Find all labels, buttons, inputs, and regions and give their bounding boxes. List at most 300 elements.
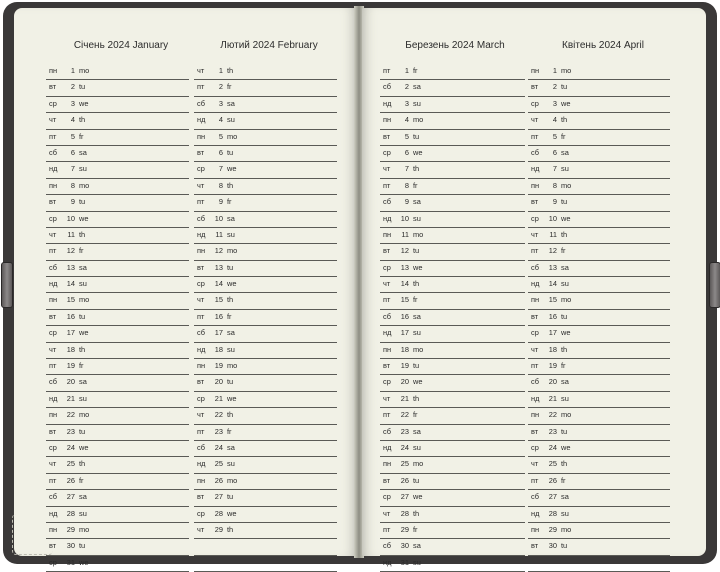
- day-row: [528, 195, 670, 211]
- day-number: 10: [66, 213, 75, 223]
- day-row: [194, 261, 337, 277]
- weekday-ua: ср: [197, 508, 205, 518]
- weekday-ua: сб: [49, 377, 57, 387]
- weekday-ua: нд: [49, 279, 58, 289]
- day-row: [194, 425, 337, 441]
- weekday-ua: вт: [197, 262, 205, 272]
- day-row: [194, 490, 337, 506]
- day-row: [528, 359, 670, 375]
- day-row: [46, 392, 189, 408]
- day-number: 1: [218, 66, 223, 75]
- day-number: 16: [214, 311, 223, 321]
- day-row: [528, 261, 670, 277]
- day-row: [194, 359, 337, 375]
- day-row: [46, 212, 189, 228]
- weekday-ua: пт: [383, 66, 391, 75]
- day-row: [46, 457, 189, 473]
- weekday-ua: пт: [383, 410, 391, 420]
- day-number: 15: [66, 295, 75, 305]
- weekday-ua: вт: [49, 197, 57, 207]
- weekday-ua: ср: [49, 98, 57, 108]
- day-number: 20: [214, 377, 223, 387]
- weekday-en: tu: [227, 147, 234, 157]
- weekday-en: we: [413, 262, 423, 272]
- weekday-en: fr: [79, 475, 84, 485]
- weekday-ua: пт: [49, 246, 57, 256]
- day-row: [380, 228, 525, 244]
- blank-row: [194, 556, 337, 572]
- weekday-ua: нд: [197, 459, 206, 469]
- day-row: [528, 97, 670, 113]
- day-number: 27: [548, 492, 557, 502]
- weekday-ua: вт: [197, 492, 205, 502]
- day-number: 25: [400, 459, 409, 469]
- weekday-en: mo: [413, 229, 424, 239]
- weekday-ua: нд: [197, 229, 206, 239]
- day-number: 1: [404, 66, 409, 75]
- day-row: [194, 310, 337, 326]
- day-row: [46, 507, 189, 523]
- day-row: [194, 212, 337, 228]
- weekday-en: tu: [79, 541, 86, 551]
- day-number: 23: [66, 426, 75, 436]
- weekday-en: fr: [413, 66, 418, 75]
- day-number: 16: [400, 311, 409, 321]
- day-number: 11: [549, 229, 557, 239]
- day-number: 14: [66, 279, 75, 289]
- weekday-en: tu: [413, 361, 420, 371]
- weekday-ua: ср: [531, 442, 539, 452]
- day-number: 2: [552, 82, 557, 92]
- weekday-en: sa: [413, 311, 421, 321]
- weekday-ua: чт: [49, 459, 57, 469]
- day-row: [194, 293, 337, 309]
- day-row: [528, 392, 670, 408]
- weekday-en: su: [413, 213, 421, 223]
- day-number: 3: [404, 98, 409, 108]
- day-row: [46, 97, 189, 113]
- weekday-ua: пн: [49, 66, 58, 75]
- weekday-en: th: [561, 229, 568, 239]
- weekday-ua: нд: [531, 508, 540, 518]
- weekday-en: mo: [561, 295, 572, 305]
- weekday-ua: вт: [383, 475, 391, 485]
- weekday-ua: сб: [197, 328, 205, 338]
- weekday-ua: сб: [49, 147, 57, 157]
- weekday-ua: вт: [531, 311, 539, 321]
- weekday-ua: вт: [49, 541, 57, 551]
- day-row: [380, 539, 525, 555]
- day-row: [528, 507, 670, 523]
- day-number: 26: [66, 475, 75, 485]
- day-row: [194, 146, 337, 162]
- day-row: [194, 195, 337, 211]
- weekday-en: mo: [413, 115, 424, 125]
- weekday-en: su: [561, 393, 569, 403]
- weekday-ua: пт: [383, 524, 391, 534]
- weekday-en: fr: [561, 361, 566, 371]
- weekday-en: tu: [561, 541, 568, 551]
- day-row: [528, 343, 670, 359]
- weekday-en: sa: [79, 262, 87, 272]
- weekday-ua: пн: [531, 180, 540, 190]
- day-number: 30: [66, 541, 75, 551]
- weekday-ua: ср: [197, 393, 205, 403]
- day-number: 7: [218, 164, 223, 174]
- weekday-ua: пн: [531, 66, 540, 75]
- day-row: [194, 162, 337, 178]
- weekday-en: su: [79, 393, 87, 403]
- weekday-en: th: [413, 393, 420, 403]
- day-number: 22: [548, 410, 557, 420]
- weekday-ua: ср: [531, 328, 539, 338]
- weekday-en: fr: [413, 180, 418, 190]
- day-number: 17: [548, 328, 557, 338]
- day-row: [46, 179, 189, 195]
- day-row: [380, 146, 525, 162]
- weekday-en: su: [227, 115, 235, 125]
- weekday-en: sa: [413, 541, 421, 551]
- weekday-en: sa: [79, 377, 87, 387]
- day-row: [46, 375, 189, 391]
- weekday-en: sa: [561, 147, 569, 157]
- weekday-en: th: [227, 66, 234, 75]
- day-number: 9: [552, 197, 557, 207]
- day-row: [528, 425, 670, 441]
- weekday-ua: нд: [197, 344, 206, 354]
- day-number: 27: [400, 492, 409, 502]
- weekday-en: mo: [413, 344, 424, 354]
- weekday-ua: ср: [531, 98, 539, 108]
- day-row: [528, 326, 670, 342]
- weekday-en: sa: [413, 82, 421, 92]
- day-row: [528, 539, 670, 555]
- weekday-en: sa: [227, 328, 235, 338]
- weekday-en: sa: [227, 213, 235, 223]
- day-number: 28: [214, 508, 223, 518]
- day-number: 12: [400, 246, 409, 256]
- day-number: 17: [214, 328, 223, 338]
- day-row: [528, 130, 670, 146]
- day-row: [194, 326, 337, 342]
- day-row: [46, 64, 189, 80]
- day-number: 23: [548, 426, 557, 436]
- day-row: [46, 261, 189, 277]
- weekday-en: fr: [227, 82, 232, 92]
- day-number: 25: [66, 459, 75, 469]
- day-row: [528, 113, 670, 129]
- day-number: 2: [218, 82, 223, 92]
- month-title: Січень 2024 January: [73, 40, 169, 51]
- weekday-ua: нд: [531, 164, 540, 174]
- weekday-en: we: [79, 442, 89, 452]
- day-row: [46, 359, 189, 375]
- day-row: [380, 408, 525, 424]
- day-number: 9: [70, 197, 75, 207]
- day-number: 13: [214, 262, 223, 272]
- weekday-en: we: [413, 377, 423, 387]
- day-row: [46, 441, 189, 457]
- day-row: [380, 277, 525, 293]
- weekday-en: su: [413, 328, 421, 338]
- weekday-en: su: [413, 98, 421, 108]
- day-row: [380, 113, 525, 129]
- elastic-strap-left: [1, 262, 13, 308]
- day-number: 5: [70, 131, 75, 141]
- day-row: [380, 441, 525, 457]
- day-row: [380, 179, 525, 195]
- weekday-ua: нд: [49, 508, 58, 518]
- weekday-ua: нд: [383, 557, 392, 567]
- weekday-ua: сб: [383, 426, 391, 436]
- day-row: [194, 113, 337, 129]
- day-number: 20: [66, 377, 75, 387]
- day-row: [528, 523, 670, 539]
- weekday-ua: вт: [197, 377, 205, 387]
- weekday-en: sa: [561, 377, 569, 387]
- day-row: [46, 113, 189, 129]
- day-number: 3: [218, 98, 223, 108]
- weekday-en: su: [413, 557, 421, 567]
- day-number: 25: [214, 459, 223, 469]
- day-number: 24: [400, 442, 409, 452]
- weekday-en: th: [561, 344, 568, 354]
- day-row: [194, 80, 337, 96]
- weekday-en: mo: [227, 475, 238, 485]
- day-number: 21: [214, 393, 223, 403]
- weekday-ua: пт: [531, 246, 539, 256]
- weekday-ua: пт: [531, 131, 539, 141]
- day-row: [194, 507, 337, 523]
- day-row: [380, 507, 525, 523]
- day-number: 15: [548, 295, 557, 305]
- weekday-en: we: [227, 508, 237, 518]
- weekday-ua: ср: [383, 377, 391, 387]
- weekday-ua: чт: [197, 66, 205, 75]
- day-row: [46, 539, 189, 555]
- day-number: 24: [548, 442, 557, 452]
- day-row: [380, 310, 525, 326]
- weekday-ua: вт: [383, 246, 391, 256]
- day-row: [380, 343, 525, 359]
- weekday-en: fr: [561, 475, 566, 485]
- weekday-ua: вт: [49, 82, 57, 92]
- day-number: 9: [218, 197, 223, 207]
- day-row: [194, 244, 337, 260]
- day-number: 7: [70, 164, 75, 174]
- day-number: 5: [404, 131, 409, 141]
- weekday-en: th: [227, 524, 234, 534]
- weekday-en: su: [79, 164, 87, 174]
- day-row: [194, 228, 337, 244]
- day-number: 28: [400, 508, 409, 518]
- day-row: [528, 293, 670, 309]
- weekday-ua: нд: [49, 393, 58, 403]
- weekday-en: sa: [561, 262, 569, 272]
- day-row: [46, 228, 189, 244]
- weekday-ua: сб: [531, 262, 539, 272]
- weekday-ua: пн: [197, 475, 206, 485]
- weekday-ua: сб: [531, 492, 539, 502]
- weekday-ua: ср: [49, 213, 57, 223]
- day-list: [46, 64, 189, 572]
- day-number: 4: [218, 115, 223, 125]
- weekday-ua: ср: [383, 147, 391, 157]
- weekday-ua: нд: [49, 164, 58, 174]
- weekday-ua: пт: [49, 475, 57, 485]
- weekday-ua: сб: [49, 492, 57, 502]
- weekday-en: mo: [79, 180, 90, 190]
- weekday-ua: чт: [531, 229, 539, 239]
- weekday-ua: пн: [49, 524, 58, 534]
- weekday-ua: ср: [383, 492, 391, 502]
- day-row: [380, 474, 525, 490]
- day-row: [194, 130, 337, 146]
- day-number: 13: [66, 262, 75, 272]
- day-row: [194, 392, 337, 408]
- day-number: 29: [400, 524, 409, 534]
- weekday-en: sa: [413, 426, 421, 436]
- day-row: [380, 261, 525, 277]
- weekday-en: fr: [227, 311, 232, 321]
- day-number: 21: [548, 393, 557, 403]
- weekday-ua: пт: [383, 180, 391, 190]
- weekday-ua: нд: [383, 98, 392, 108]
- weekday-en: su: [227, 459, 235, 469]
- day-row: [380, 359, 525, 375]
- day-row: [380, 293, 525, 309]
- day-row: [528, 244, 670, 260]
- day-row: [46, 425, 189, 441]
- weekday-ua: сб: [531, 147, 539, 157]
- day-row: [46, 310, 189, 326]
- day-number: 3: [70, 98, 75, 108]
- day-row: [380, 556, 525, 572]
- weekday-en: mo: [79, 410, 90, 420]
- weekday-ua: нд: [531, 279, 540, 289]
- day-number: 29: [66, 524, 75, 534]
- day-row: [528, 228, 670, 244]
- weekday-en: th: [413, 279, 420, 289]
- day-number: 13: [400, 262, 409, 272]
- day-row: [380, 195, 525, 211]
- day-number: 8: [218, 180, 223, 190]
- day-number: 18: [548, 344, 557, 354]
- day-number: 23: [214, 426, 223, 436]
- weekday-ua: пн: [49, 410, 58, 420]
- day-row: [528, 179, 670, 195]
- day-number: 15: [214, 295, 223, 305]
- day-number: 18: [66, 344, 75, 354]
- weekday-en: mo: [227, 131, 238, 141]
- weekday-en: th: [227, 180, 234, 190]
- weekday-ua: вт: [197, 147, 205, 157]
- day-row: [194, 474, 337, 490]
- day-row: [528, 212, 670, 228]
- day-number: 8: [70, 180, 75, 190]
- day-row: [46, 162, 189, 178]
- weekday-en: fr: [227, 426, 232, 436]
- weekday-ua: ср: [197, 164, 205, 174]
- day-number: 14: [548, 279, 557, 289]
- weekday-en: th: [561, 459, 568, 469]
- day-number: 10: [400, 213, 409, 223]
- day-row: [46, 195, 189, 211]
- weekday-en: we: [79, 557, 89, 567]
- day-row: [380, 80, 525, 96]
- day-number: 6: [552, 147, 557, 157]
- weekday-en: fr: [413, 410, 418, 420]
- day-number: 19: [66, 361, 75, 371]
- weekday-en: th: [413, 508, 420, 518]
- day-number: 29: [214, 524, 223, 534]
- day-row: [380, 64, 525, 80]
- weekday-en: tu: [561, 82, 568, 92]
- weekday-en: fr: [79, 131, 84, 141]
- day-row: [528, 490, 670, 506]
- weekday-en: tu: [413, 131, 420, 141]
- weekday-ua: пн: [531, 410, 540, 420]
- weekday-ua: сб: [197, 213, 205, 223]
- day-number: 23: [400, 426, 409, 436]
- day-number: 2: [404, 82, 409, 92]
- weekday-en: mo: [561, 66, 572, 75]
- weekday-ua: пн: [531, 295, 540, 305]
- day-number: 6: [218, 147, 223, 157]
- day-number: 19: [400, 361, 409, 371]
- weekday-ua: пт: [197, 426, 205, 436]
- blank-row: [194, 539, 337, 555]
- weekday-ua: чт: [383, 164, 391, 174]
- elastic-strap-right: [709, 262, 720, 308]
- day-number: 28: [66, 508, 75, 518]
- weekday-en: su: [561, 164, 569, 174]
- weekday-ua: ср: [531, 213, 539, 223]
- day-number: 18: [400, 344, 409, 354]
- weekday-en: tu: [227, 492, 234, 502]
- day-number: 26: [400, 475, 409, 485]
- weekday-en: tu: [561, 197, 568, 207]
- day-row: [528, 80, 670, 96]
- day-list: [380, 64, 525, 572]
- day-number: 24: [66, 442, 75, 452]
- weekday-en: su: [227, 229, 235, 239]
- day-number: 7: [552, 164, 557, 174]
- weekday-en: su: [79, 508, 87, 518]
- day-row: [194, 375, 337, 391]
- weekday-ua: чт: [197, 410, 205, 420]
- day-number: 19: [548, 361, 557, 371]
- day-number: 20: [400, 377, 409, 387]
- day-number: 11: [401, 229, 409, 239]
- weekday-ua: сб: [383, 82, 391, 92]
- weekday-ua: пт: [197, 197, 205, 207]
- day-number: 13: [548, 262, 557, 272]
- day-number: 10: [214, 213, 223, 223]
- day-number: 21: [400, 393, 409, 403]
- day-row: [380, 392, 525, 408]
- weekday-en: fr: [227, 197, 232, 207]
- day-row: [528, 146, 670, 162]
- weekday-ua: вт: [531, 197, 539, 207]
- day-number: 18: [214, 344, 223, 354]
- weekday-ua: чт: [531, 459, 539, 469]
- weekday-en: su: [413, 442, 421, 452]
- day-number: 24: [214, 442, 223, 452]
- day-number: 11: [67, 229, 75, 239]
- day-row: [194, 523, 337, 539]
- day-row: [380, 457, 525, 473]
